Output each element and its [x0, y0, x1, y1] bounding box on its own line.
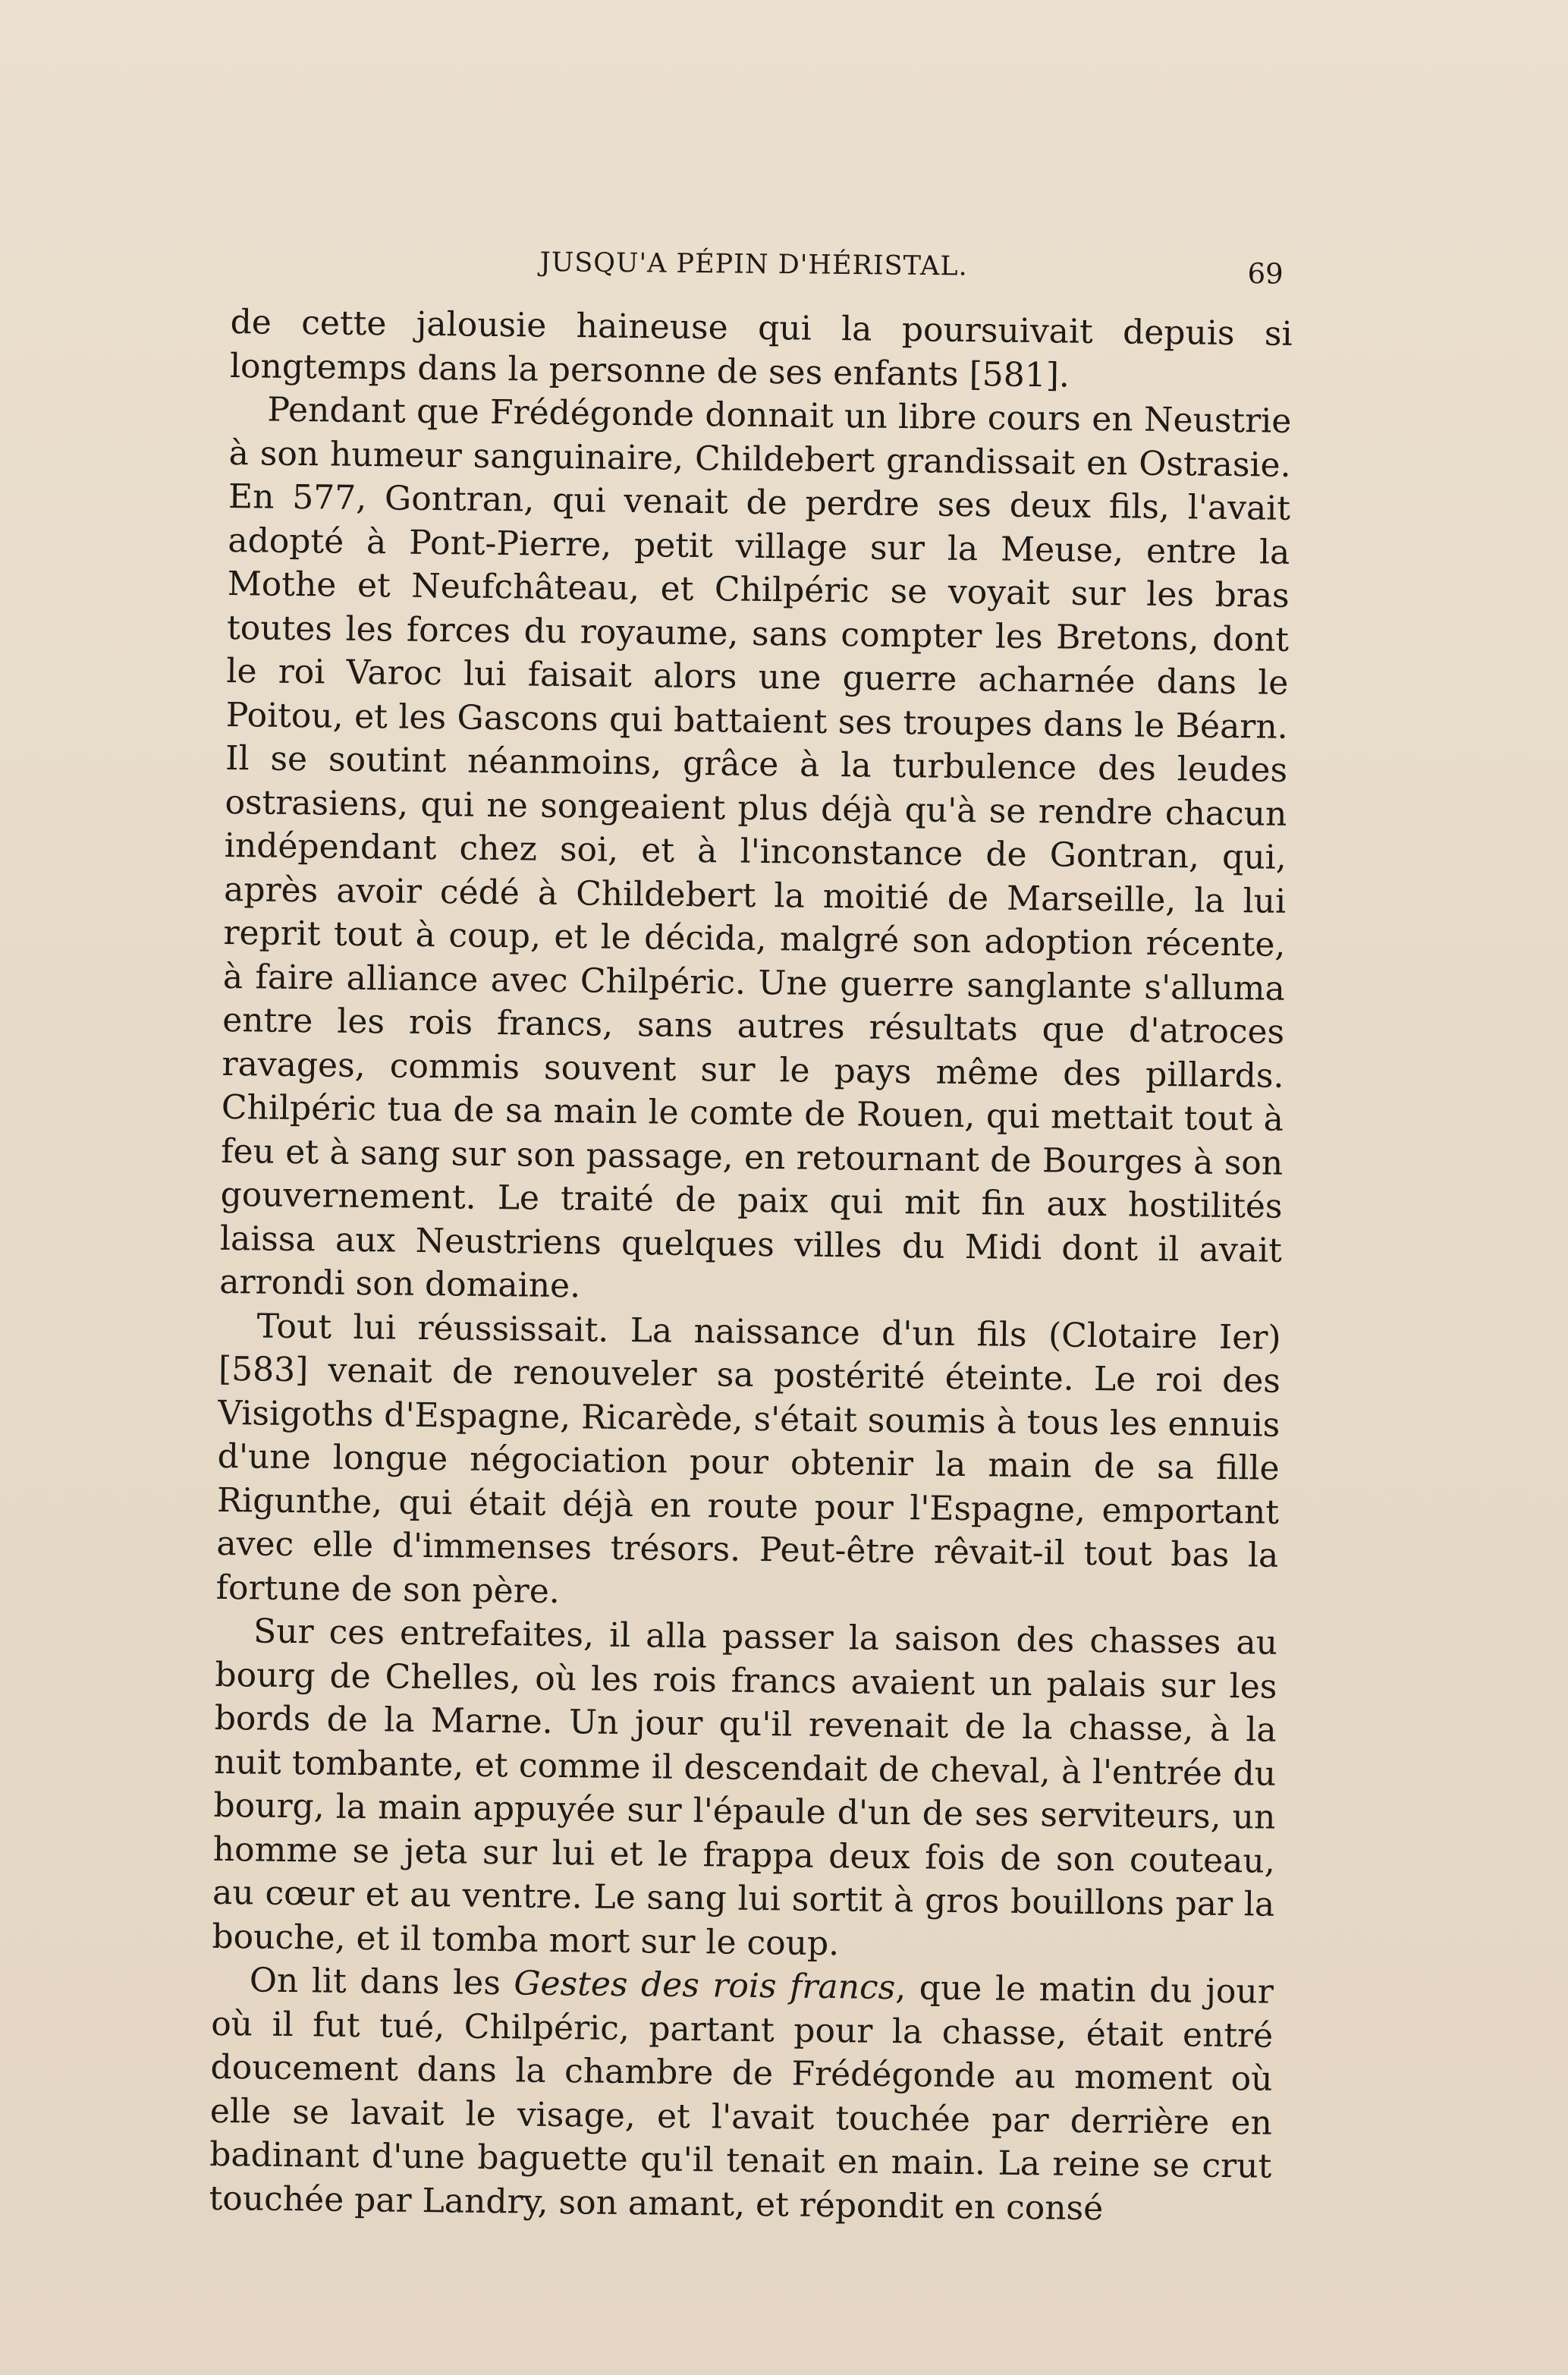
running-head-title: JUSQU'A PÉPIN D'HÉRISTAL.: [539, 247, 968, 282]
paragraph-success-chilperic: Tout lui réussissait. La naissance d'un fils (Clotaire Ier) [583] venait de renouveler sa postérité éteinte. Le roi des Visigoths d'Espagne, Ricarède, s'était soumis à tous les ennuis d'une longue négociation pour obtenir la main de sa fille Rigunthe, qui était déjà en route pour l'Espagne, emportant avec elle d'immenses trésors. Peut-être rêvait-il tout bas la fortune de son père.: [215, 1306, 1281, 1611]
paragraph-death-chilperic: Sur ces entrefaites, il alla passer la saison des chasses au bourg de Chelles, où les rois francs avaient un palais sur les bords de la Marne. Un jour qu'il revenait de la chasse, à la nuit tombante, et comme il descendait de cheval, à l'entrée du bourg, la main appuyée sur l'épaule d'un de ses serviteurs, un homme se jeta sur lui et le frappa deux fois de son couteau, au cœur et au ventre. Le sang lui sortit à gros bouillons par la bouche, et il tomba mort sur le coup.: [212, 1612, 1278, 1963]
paragraph-5-end-text: , que le matin du jour où il fut tué, Chilpéric, partant pour la chasse, était entré doucement dans la chambre de Frédégonde au moment où elle se lavait le visage, et l'avait touchée par derrière en badinant d'une baguette qu'il tenait en main. La reine se crut touchée par Landry, son amant, et répondit en consé: [209, 1968, 1274, 2228]
paragraph-fredegonde-childebert: Pendant que Frédégonde donnait un libre cours en Neustrie à son humeur sanguinaire, Childebert grandissait en Ostrasie. En 577, Gontran, qui venait de perdre ses deux fils, l'avait adopté à Pont-Pierre, petit village sur la Meuse, entre la Mothe et Neufchâteau, et Chilpéric se voyait sur les bras toutes les forces du royaume, sans compter les Bretons, dont le roi Varoc lui faisait alors une guerre acharnée dans le Poitou, et les Gascons qui battaient ses troupes dans le Béarn. Il se soutint néanmoins, grâce à la turbulence des leudes ostrasiens, qui ne songeaient plus déjà qu'à se rendre chacun indépendant chez soi, et à l'inconstance de Gontran, qui, après avoir cédé à Childebert la moitié de Marseille, la lui reprit tout à coup, et le décida, malgré son adoption récente, à faire alliance avec Chilpéric. Une guerre sanglante s'alluma entre les rois francs, sans autres résultats que d'atroces ravages, commis souvent sur le pays même des pillards. Chilpéric tua de sa main le comte de Rouen, qui mettait tout à feu et à sang sur son passage, en retournant de Bourges à son gouvernement. Le traité de paix qui mit fin aux hostilités laissa aux Neustriens quelques villes du Midi dont il avait arrondi son domaine.: [219, 390, 1292, 1306]
paragraph-continuation: de cette jalousie haineuse qui la poursuivait depuis si longtemps dans la personne de ses enfants [581].: [229, 302, 1293, 395]
italic-book-title: Gestes des rois francs: [514, 1964, 896, 2008]
running-head: [221, 244, 1299, 300]
paragraph-5-start-text: On lit dans les: [249, 1961, 514, 2003]
body-text: [209, 300, 1293, 2232]
page-number: 69: [1247, 256, 1284, 291]
paragraph-gestes-rois-francs: [209, 1958, 1274, 2232]
